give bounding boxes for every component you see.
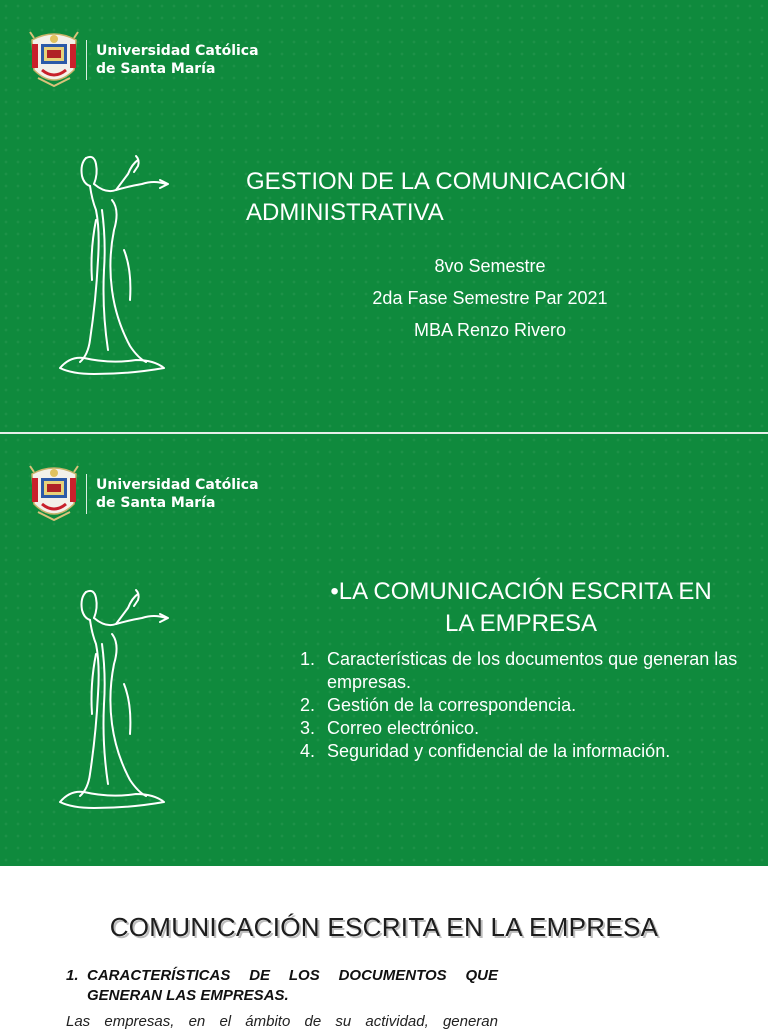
title-slide (0, 0, 768, 432)
document-body-text: Las empresas, en el ámbito de su actividad, generan (66, 1013, 498, 1030)
course-title (246, 166, 746, 228)
subheading-line1: CARACTERÍSTICAS DE LOS DOCUMENTOS QUE (87, 967, 498, 984)
course-title-line2: ADMINISTRATIVA (246, 199, 444, 226)
phase-label: 2da Fase Semestre Par 2021 (372, 288, 608, 308)
list-item-text: Gestión de la correspondencia. (327, 695, 577, 715)
university-name (96, 476, 296, 512)
course-details (300, 250, 680, 346)
section-heading (296, 576, 746, 640)
university-name-line1: Universidad Católica (96, 43, 259, 59)
subheading-line2: GENERAN LAS EMPRESAS. (87, 987, 289, 1004)
virgin-statue-icon (50, 584, 180, 814)
list-item-text: Seguridad y confidencial de la información. (327, 741, 671, 761)
university-name-line1: Universidad Católica (96, 477, 259, 493)
list-item (300, 694, 740, 717)
list-item-text: Correo electrónico. (327, 718, 480, 738)
list-item (300, 740, 740, 763)
list-item-number: 4. (300, 741, 316, 761)
topic-list (300, 648, 740, 763)
subheading-number: 1. (66, 967, 79, 984)
university-name (96, 42, 296, 78)
list-item-text: Características de los documentos que generan las empresas. (327, 649, 738, 692)
semester-label: 8vo Semestre (434, 256, 546, 276)
list-item (300, 717, 740, 740)
list-item-number: 2. (300, 695, 316, 715)
university-seal-icon (28, 30, 80, 90)
course-title-line1: GESTION DE LA COMUNICACIÓN (246, 168, 627, 195)
document-subheading (66, 966, 498, 1006)
list-item (300, 648, 740, 694)
list-item-number: 3. (300, 718, 316, 738)
university-seal-icon (28, 464, 80, 524)
brand-separator (86, 40, 87, 80)
university-name-line2: de Santa María (96, 61, 216, 77)
section-heading-line2: LA EMPRESA (444, 610, 598, 637)
section-heading-line1: •LA COMUNICACIÓN ESCRITA EN (330, 578, 712, 605)
university-name-line2: de Santa María (96, 495, 216, 511)
virgin-statue-icon (50, 150, 180, 380)
brand-separator (86, 474, 87, 514)
instructor-label: MBA Renzo Rivero (413, 320, 567, 340)
agenda-slide (0, 434, 768, 866)
list-item-number: 1. (300, 649, 316, 669)
document-title: COMUNICACIÓN ESCRITA EN LA EMPRESA (109, 912, 659, 942)
